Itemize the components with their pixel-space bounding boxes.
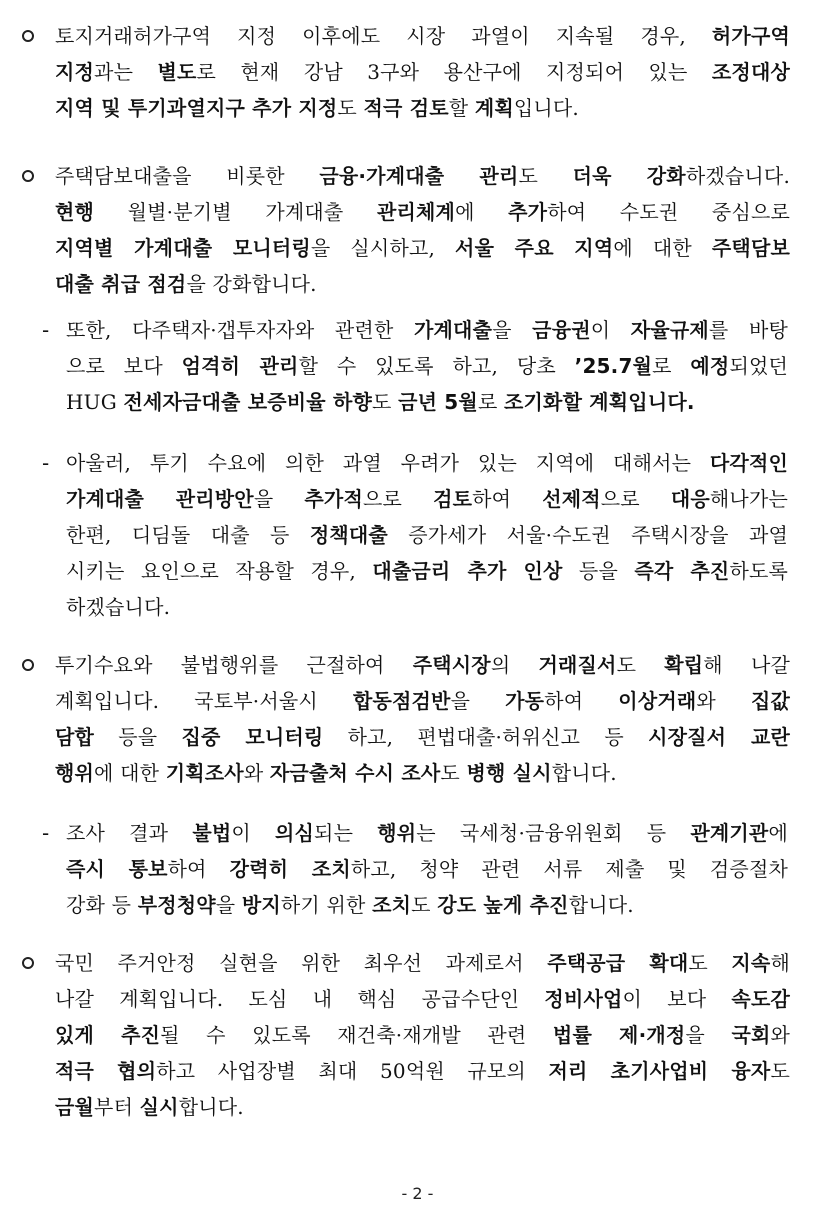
text-segment: 나갈 계획입니다. 도심 내 핵심 공급수단인 (55, 987, 545, 1011)
bold-text-segment: 엄격히 관리 (181, 354, 299, 378)
text-segment: 도 (770, 1059, 790, 1083)
text-line (66, 517, 788, 553)
text-line (66, 312, 788, 348)
bold-text-segment: 추가적 (304, 487, 363, 511)
text-line (55, 755, 790, 791)
text-line (55, 647, 790, 683)
bold-text-segment: 합동점검반 (352, 689, 451, 713)
bold-text-segment: 행위 (55, 761, 95, 785)
text-segment: 로 (652, 354, 691, 378)
bold-text-segment: 선제적 (542, 487, 601, 511)
bold-text-segment: 주택시장 (412, 653, 491, 677)
text-line (55, 158, 790, 194)
text-segment: 입니다. (513, 96, 579, 120)
text-segment: 로 현재 강남 3구와 용산구에 지정되어 있는 (196, 60, 712, 84)
bold-text-segment: 검토 (433, 487, 473, 511)
text-segment: 하여 수도권 중심으로 (547, 200, 791, 224)
text-segment: 되는 (314, 821, 378, 845)
bold-text-segment: 추가 (508, 200, 548, 224)
text-segment: 국민 주거안정 실현을 위한 최우선 과제로서 (55, 951, 548, 975)
text-segment: 합니다. (568, 893, 634, 917)
bold-text-segment: 담합 (55, 725, 95, 749)
bold-text-segment: 대응 (670, 487, 710, 511)
text-segment: 이 (590, 318, 631, 342)
bold-text-segment: 전세자금대출 보증비율 하향 (123, 390, 373, 414)
text-segment: 토지거래허가구역 지정 이후에도 시장 과열이 지속될 경우, (55, 24, 712, 48)
bold-text-segment: 더욱 강화 (572, 164, 686, 188)
text-segment: 될 수 있도록 재건축·재개발 관련 (160, 1023, 553, 1047)
text-segment: 하고, 편법대출·허위신고 등 (323, 725, 649, 749)
text-segment: 이 보다 (622, 987, 732, 1011)
text-line (55, 18, 790, 54)
text-segment: 한편, 디딤돌 대출 등 (66, 523, 310, 547)
text-line (55, 719, 790, 755)
text-segment: 강화 등 (66, 893, 138, 917)
text-line (55, 266, 790, 302)
text-segment: 도 (440, 761, 467, 785)
text-segment: 을 (450, 689, 506, 713)
bold-text-segment: 가계대출 관리방안 (66, 487, 254, 511)
bold-text-segment: 기획조사 (165, 761, 244, 785)
bold-text-segment: 금월 (55, 1095, 95, 1119)
bold-text-segment: 금융·가계대출 관리 (319, 164, 519, 188)
bold-text-segment: 있게 추진 (55, 1023, 161, 1047)
bold-text-segment: 예정 (690, 354, 730, 378)
text-line (55, 54, 790, 90)
bold-text-segment: 강력히 조치 (229, 857, 351, 881)
bold-text-segment: 지역 및 투기과열지구 추가 지정 (55, 96, 338, 120)
bold-text-segment: 주택공급 확대 (547, 951, 689, 975)
text-segment: 시키는 요인으로 작용할 경우, (66, 559, 373, 583)
bold-text-segment: 즉각 추진 (634, 559, 730, 583)
text-segment: 에 대한 (613, 236, 712, 260)
bold-text-segment: 즉시 통보 (66, 857, 168, 881)
text-segment: 을 (492, 318, 533, 342)
text-segment: 할 (448, 96, 475, 120)
bold-text-segment: 조기화할 계획입니다. (504, 390, 695, 414)
bold-text-segment: 방지 (241, 893, 281, 917)
text-line (66, 445, 788, 481)
text-segment: 도 (688, 951, 732, 975)
text-line (66, 815, 788, 851)
text-segment: 을 (253, 487, 305, 511)
bold-text-segment: 정책대출 (309, 523, 388, 547)
text-segment: 해나가는 (709, 487, 788, 511)
text-line (66, 887, 788, 923)
bold-text-segment: 집값 (750, 689, 791, 713)
text-segment: 하고 사업장별 최대 50억원 규모의 (156, 1059, 549, 1083)
text-segment: 등을 (562, 559, 635, 583)
text-segment: 을 강화합니다. (186, 272, 317, 296)
page-number: - 2 - (401, 1184, 434, 1203)
text-line (55, 1017, 790, 1053)
text-line (55, 1089, 790, 1125)
bold-text-segment: 지속 (731, 951, 771, 975)
bold-text-segment: 이상거래 (618, 689, 697, 713)
bold-text-segment: 금융권 (532, 318, 591, 342)
text-segment: 와 (770, 1023, 791, 1047)
text-segment: 하기 위한 (280, 893, 373, 917)
text-line (66, 553, 788, 589)
text-line (66, 589, 788, 625)
text-line (55, 683, 790, 719)
text-segment: 하겠습니다. (66, 595, 171, 619)
text-line (55, 945, 790, 981)
bold-text-segment: 적극 검토 (363, 96, 449, 120)
bold-text-segment: 허가구역 (711, 24, 790, 48)
text-segment: 하겠습니다. (685, 164, 791, 188)
dash-bullet-icon: - (42, 451, 50, 475)
bold-text-segment: 주택담보 (711, 236, 790, 260)
text-segment: 을 실시하고, (310, 236, 456, 260)
text-segment: 이 (231, 821, 275, 845)
text-line (55, 194, 790, 230)
bold-text-segment: 금년 5월 (398, 390, 478, 414)
text-segment: 월별·분기별 가계대출 (94, 200, 377, 224)
bold-text-segment: 시장질서 교란 (648, 725, 790, 749)
text-segment: 투기수요와 불법행위를 근절하여 (55, 653, 413, 677)
bold-text-segment: 지정 (55, 60, 95, 84)
bold-text-segment: 조치 (372, 893, 412, 917)
text-segment: 아울러, 투기 수요에 의한 과열 우려가 있는 지역에 대해서는 (66, 451, 710, 475)
bold-text-segment: 행위 (377, 821, 417, 845)
text-segment: 으로 (362, 487, 434, 511)
text-segment: 부터 (94, 1095, 140, 1119)
bold-text-segment: 대출금리 추가 인상 (372, 559, 563, 583)
text-segment: 과는 (94, 60, 158, 84)
text-line (66, 384, 788, 420)
text-segment: 증가세가 서울·수도권 주택시장을 과열 (387, 523, 788, 547)
text-line (55, 90, 790, 126)
circle-bullet-icon (22, 30, 34, 42)
bold-text-segment: 계획 (474, 96, 514, 120)
text-segment: 와 (243, 761, 270, 785)
text-segment: 도 (411, 893, 438, 917)
circle-bullet-icon (22, 170, 34, 182)
text-segment: 도 (372, 390, 399, 414)
text-segment: 하도록 (729, 559, 788, 583)
text-segment: 는 국세청·금융위원회 등 (416, 821, 691, 845)
text-segment: 도 (518, 164, 573, 188)
text-segment: 의 (490, 653, 539, 677)
bold-text-segment: 서울 주요 지역 (455, 236, 614, 260)
bold-text-segment: 병행 실시 (466, 761, 552, 785)
text-segment: 도 (616, 653, 665, 677)
bold-text-segment: 법률 제·개정 (552, 1023, 686, 1047)
text-line (55, 1053, 790, 1089)
bold-text-segment: 관계기관 (690, 821, 769, 845)
text-segment: 등을 (94, 725, 182, 749)
bold-text-segment: 별도 (157, 60, 197, 84)
text-segment: 하여 (544, 689, 619, 713)
bold-text-segment: 지역별 가계대출 모니터링 (55, 236, 311, 260)
dash-bullet-icon: - (42, 318, 50, 342)
text-line (66, 851, 788, 887)
text-segment: 되었던 (729, 354, 789, 378)
bold-text-segment: 가동 (505, 689, 545, 713)
bold-text-segment: 실시 (139, 1095, 179, 1119)
bold-text-segment: 의심 (275, 821, 315, 845)
text-segment: 으로 (600, 487, 671, 511)
text-segment: 할 수 있도록 하고, 당초 (298, 354, 575, 378)
text-segment: HUG (66, 390, 124, 414)
text-segment: 에 (455, 200, 509, 224)
bold-text-segment: 가계대출 (414, 318, 493, 342)
bold-text-segment: 자율규제 (630, 318, 709, 342)
text-segment: 하여 (167, 857, 230, 881)
text-segment: 하여 (472, 487, 543, 511)
dash-bullet-icon: - (42, 821, 50, 845)
bold-text-segment: 강도 높게 추진 (437, 893, 569, 917)
bold-text-segment: 적극 협의 (55, 1059, 157, 1083)
bold-text-segment: 저리 초기사업비 융자 (548, 1059, 771, 1083)
bold-text-segment: 속도감 (731, 987, 790, 1011)
text-segment: 로 (477, 390, 505, 414)
text-line (66, 348, 788, 384)
bold-text-segment: 현행 (55, 200, 95, 224)
text-segment: 도 (337, 96, 364, 120)
text-segment: 를 바탕 (708, 318, 788, 342)
text-segment: 에 대한 (94, 761, 166, 785)
text-segment: 계획입니다. 국토부·서울시 (55, 689, 353, 713)
bold-text-segment: 정비사업 (544, 987, 623, 1011)
text-segment: 조사 결과 (66, 821, 193, 845)
bold-text-segment: ’25.7월 (574, 354, 653, 378)
text-segment: 또한, 다주택자·갭투자자와 관련한 (66, 318, 415, 342)
text-segment: 으로 보다 (66, 354, 182, 378)
text-line (55, 981, 790, 1017)
circle-bullet-icon (22, 659, 34, 671)
bold-text-segment: 자금출처 수시 조사 (269, 761, 441, 785)
text-segment: 합니다. (178, 1095, 244, 1119)
text-segment: 을 (685, 1023, 732, 1047)
text-segment: 에 (768, 821, 788, 845)
text-line (55, 230, 790, 266)
bold-text-segment: 다각적인 (709, 451, 788, 475)
text-segment: 을 (215, 893, 242, 917)
bold-text-segment: 대출 취급 점검 (55, 272, 187, 296)
text-line (66, 481, 788, 517)
bold-text-segment: 불법 (192, 821, 232, 845)
circle-bullet-icon (22, 957, 34, 969)
bold-text-segment: 관리체계 (376, 200, 456, 224)
text-segment: 주택담보대출을 비롯한 (55, 164, 320, 188)
bold-text-segment: 확립 (664, 653, 704, 677)
bold-text-segment: 거래질서 (538, 653, 617, 677)
text-segment: 해 나갈 (703, 653, 791, 677)
text-segment: 하고, 청약 관련 서류 제출 및 검증절차 (350, 857, 788, 881)
bold-text-segment: 집중 모니터링 (181, 725, 324, 749)
bold-text-segment: 국회 (731, 1023, 771, 1047)
text-segment: 해 (770, 951, 790, 975)
text-segment: 합니다. (551, 761, 617, 785)
bold-text-segment: 조정대상 (711, 60, 790, 84)
text-segment: 와 (696, 689, 751, 713)
bold-text-segment: 부정청약 (137, 893, 216, 917)
